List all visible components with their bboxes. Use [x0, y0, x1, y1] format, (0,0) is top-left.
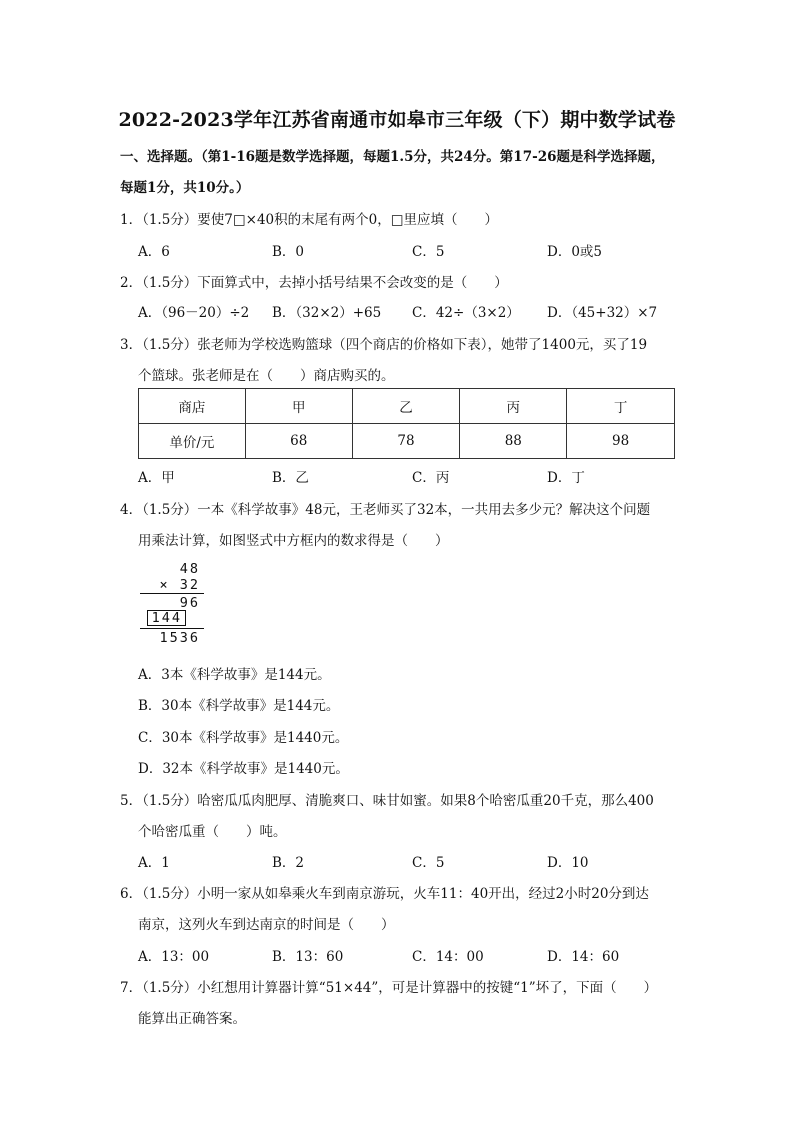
- calc-line: [140, 628, 204, 629]
- q1-option-d: D．0或5: [547, 244, 603, 260]
- table-cell: 乙: [352, 389, 460, 424]
- question-5-cont: 个哈密瓜重（ ）吨。: [138, 824, 287, 840]
- question-4-cont: 用乘法计算，如图竖式中方框内的数求得是（ ）: [138, 533, 449, 549]
- question-7: 7．（1.5分）小红想用计算器计算“51×44”，可是计算器中的按键“1”坏了，下面（ ）: [120, 980, 658, 996]
- table-cell: 丁: [567, 389, 675, 424]
- question-4: 4．（1.5分）一本《科学故事》48元，王老师买了32本，一共用去多少元？解决这个问题: [120, 502, 651, 518]
- section-heading: 一、选择题。（第1-16题是数学选择题，每题1.5分，共24分。第17-26题是科学选择题，: [120, 149, 665, 165]
- calc-multiplicand: 48: [179, 561, 200, 577]
- calc-multiplier: × 32: [159, 577, 200, 593]
- q6-option-a: A．13：00: [138, 949, 210, 965]
- q1-option-a: A．6: [138, 244, 170, 260]
- q5-option-d: D．10: [547, 855, 589, 871]
- q4-option-a: A．3本《科学故事》是144元。: [138, 667, 331, 683]
- question-1: 1．（1.5分）要使7□×40积的末尾有两个0，□里应填（ ）: [120, 212, 498, 228]
- table-cell: 78: [352, 424, 460, 459]
- question-3-cont: 个篮球。张老师是在（ ）商店购买的。: [138, 368, 395, 384]
- q1-option-b: B．0: [272, 244, 305, 260]
- vertical-multiplication: [140, 560, 204, 650]
- q1-option-c: C．5: [412, 244, 445, 260]
- q5-option-b: B．2: [272, 855, 305, 871]
- table-cell: 98: [567, 424, 675, 459]
- q4-option-c: C．30本《科学故事》是1440元。: [138, 730, 349, 746]
- q3-option-a: A．甲: [138, 470, 175, 486]
- calc-partial-2: 144: [151, 610, 182, 626]
- q5-option-a: A．1: [138, 855, 170, 871]
- q2-option-c: C．42÷（3×2）: [412, 305, 520, 321]
- q4-option-d: D．32本《科学故事》是1440元。: [138, 761, 349, 777]
- question-3: 3．（1.5分）张老师为学校选购篮球（四个商店的价格如下表），她带了1400元，买了19: [120, 337, 648, 353]
- table-cell: 88: [460, 424, 567, 459]
- q6-option-b: B．13：60: [272, 949, 344, 965]
- q3-option-d: D．丁: [547, 470, 585, 486]
- question-6: 6．（1.5分）小明一家从如皋乘火车到南京游玩，火车11：40开出，经过2小时20分到达: [120, 886, 649, 902]
- table-header-row: [139, 389, 675, 424]
- q6-option-d: D．14：60: [547, 949, 620, 965]
- table-row: [139, 424, 675, 459]
- table-cell: 68: [245, 424, 352, 459]
- question-5: 5．（1.5分）哈密瓜瓜肉肥厚、清脆爽口、味甘如蜜。如果8个哈密瓜重20千克，那么400: [120, 793, 654, 809]
- calc-line: [140, 593, 204, 594]
- q3-option-c: C．丙: [412, 470, 450, 486]
- question-2: 2．（1.5分）下面算式中，去掉小括号结果不会改变的是（ ）: [120, 275, 508, 291]
- section-heading-cont: 每题1分，共10分。）: [120, 180, 250, 196]
- q3-option-b: B．乙: [272, 470, 309, 486]
- calc-product: 1536: [159, 630, 200, 646]
- q5-option-c: C．5: [412, 855, 445, 871]
- q2-option-d: D．（45+32）×7: [547, 305, 658, 321]
- q6-option-c: C．14：00: [412, 949, 484, 965]
- page-title: 2022-2023学年江苏省南通市如皋市三年级（下）期中数学试卷: [118, 109, 676, 131]
- q4-option-b: B．30本《科学故事》是144元。: [138, 698, 340, 714]
- price-table: [138, 388, 675, 459]
- question-6-cont: 南京，这列火车到达南京的时间是（ ）: [138, 917, 395, 933]
- q2-option-a: A．（96－20）÷2: [138, 305, 250, 321]
- question-7-cont: 能算出正确答案。: [138, 1011, 246, 1027]
- table-cell: 甲: [245, 389, 352, 424]
- table-cell: 单价/元: [139, 424, 246, 459]
- calc-partial-1: 96: [179, 595, 200, 611]
- q2-option-b: B．（32×2）+65: [272, 305, 382, 321]
- table-cell: 商店: [139, 389, 246, 424]
- table-cell: 丙: [460, 389, 567, 424]
